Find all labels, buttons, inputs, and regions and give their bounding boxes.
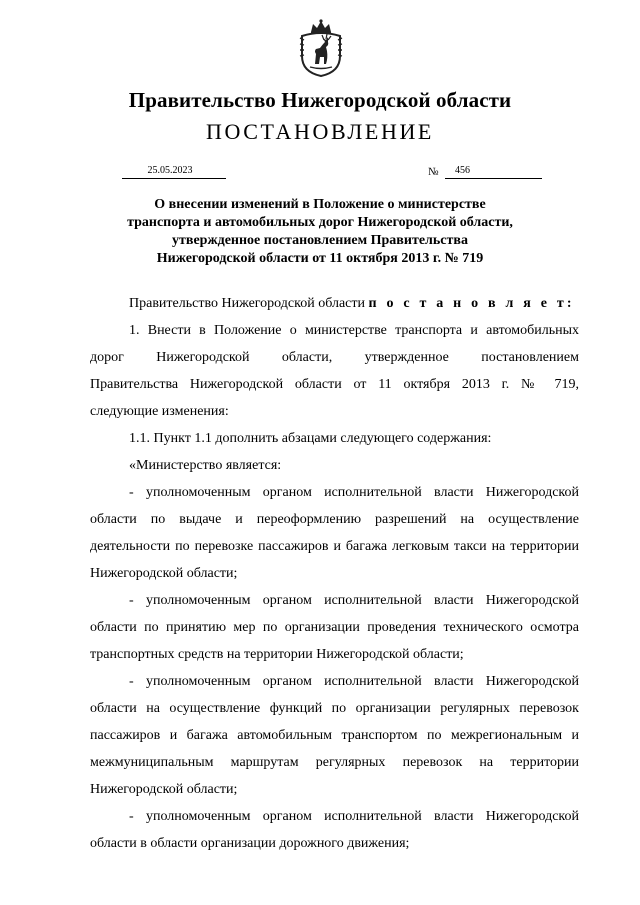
item-1-line: следующие изменения:: [90, 404, 229, 419]
bullet-paragraph: - уполномоченным органом исполнительной власти Нижегородской области по выдаче и переоформлению разрешений на осуществление деятельности по перевозке пассажиров и багажа легковым такси на территории Нижегородской области;: [90, 485, 579, 581]
bullet-paragraph: - уполномоченным органом исполнительной власти Нижегородской области на осуществление функций по организации регулярных перевозок пассажиров и багажа автомобильным транспортом по межрегиональным и межмуниципальным маршрутам регулярных перевозок на территории Нижегородской области;: [90, 674, 579, 797]
item-1-line: дорог Нижегородской области, утвержденное постановлением: [90, 350, 579, 365]
document-subject: [80, 196, 560, 268]
document-type-title: ПОСТАНОВЛЕНИЕ: [206, 119, 434, 144]
subject-line: Нижегородской области от 11 октября 2013 г. № 719: [156, 251, 484, 266]
document-number-field: [445, 165, 542, 179]
bullet-paragraph: - уполномоченным органом исполнительной власти Нижегородской области по принятию мер по организации проведения технического осмотра транспортных средств на территории Нижегородской области;: [90, 593, 579, 662]
nizhny-novgorod-coat-of-arms-icon: [298, 18, 344, 78]
document-date: 25.05.2023: [147, 165, 193, 176]
item-1-paragraph: [90, 317, 579, 425]
document-date-field: [122, 165, 226, 179]
item-1-line: Правительства Нижегородской области от 11 октября 2013 г. № 719,: [90, 377, 579, 392]
subject-line: транспорта и автомобильных дорог Нижегородской области,: [127, 215, 513, 230]
organization-title: Правительство Нижегородской области: [128, 88, 512, 112]
subject-line: О внесении изменений в Положение о министерстве: [154, 197, 486, 212]
bullet-paragraph: - уполномоченным органом исполнительной власти Нижегородской области в области организации дорожного движения;: [90, 809, 579, 851]
subject-line: утвержденное постановлением Правительства: [172, 233, 468, 248]
document-number: 456: [455, 165, 470, 176]
quote-intro-paragraph: «Министерство является:: [129, 458, 282, 473]
document-number-label: №: [428, 166, 439, 178]
preamble-verb: п о с т а н о в л я е т:: [368, 296, 575, 311]
preamble-paragraph: [90, 290, 579, 317]
item-1-1-paragraph: 1.1. Пункт 1.1 дополнить абзацами следующего содержания:: [129, 431, 492, 446]
preamble-prefix: Правительство Нижегородской области: [129, 296, 365, 311]
document-body: [90, 290, 579, 857]
item-1-line: 1. Внести в Положение о министерстве транспорта и автомобильных: [129, 323, 579, 338]
